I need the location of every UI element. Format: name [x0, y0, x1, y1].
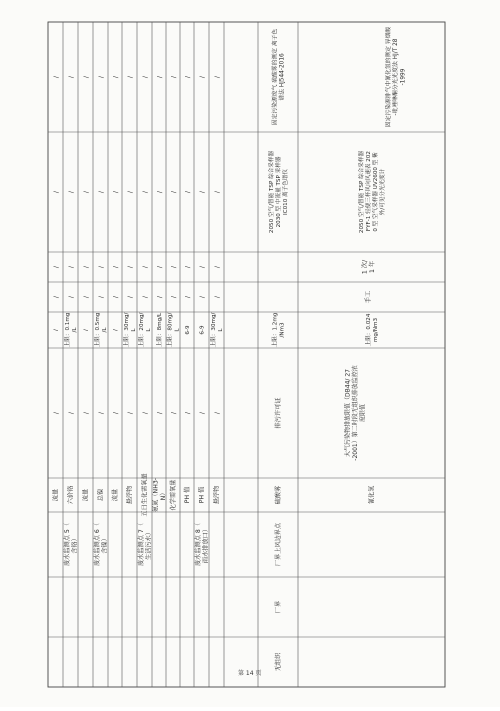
slash-mark: /	[51, 190, 60, 194]
slash-mark: /	[111, 295, 120, 299]
equipment-cell: 2050 空气/智能 TSP 综合采样器 FYF-1 轻便三杯风向风速表 2020 型 空气采样器 UV2600 型 紫外/可见分光光度计	[358, 150, 386, 234]
param-cell: 悬浮物	[126, 485, 134, 505]
slash-mark: /	[51, 295, 60, 299]
slash-mark: /	[197, 265, 206, 269]
slash-mark: /	[96, 75, 105, 79]
slash-mark: /	[66, 411, 75, 415]
slash-mark: /	[169, 265, 178, 269]
slash-mark: /	[51, 411, 60, 415]
limit-cell: /	[112, 329, 119, 331]
slash-mark: /	[111, 411, 120, 415]
param-cell: 悬浮物	[213, 485, 221, 505]
param-cell: 流量	[52, 488, 60, 502]
slash-mark: /	[111, 265, 120, 269]
slash-mark: /	[183, 190, 192, 194]
page-number: 第 14 页	[238, 670, 262, 677]
slash-mark: /	[81, 75, 90, 79]
slash-mark: /	[125, 295, 134, 299]
slash-mark: /	[212, 75, 221, 79]
equipment-cell: 2050 空气/智能 TSP 综合采样器 2030 型 中流量 TSP 采样器 IC010 离子色谱仪	[268, 150, 289, 234]
limit-cell: 6-9	[184, 325, 191, 335]
param-cell: PH 值	[198, 486, 206, 504]
limit-cell: 上限：1.2mg/Nm3	[272, 312, 286, 348]
limit-cell: 上限：20mg/L	[138, 312, 152, 348]
slash-mark: /	[140, 190, 149, 194]
slash-mark: /	[169, 190, 178, 194]
slash-mark: /	[197, 190, 206, 194]
param-cell: 六价铬	[67, 485, 75, 505]
slash-mark: /	[51, 265, 60, 269]
slash-mark: /	[212, 265, 221, 269]
param-cell: 流量	[82, 488, 90, 502]
limit-cell: 上限：0.1mg/L	[64, 312, 78, 348]
monitoring-point-cell: 废水监测点 5（含铬）	[63, 522, 79, 567]
slash-mark: /	[155, 265, 164, 269]
slash-mark: /	[81, 295, 90, 299]
slash-mark: /	[140, 411, 149, 415]
slash-mark: /	[140, 75, 149, 79]
limit-cell: 6-9	[199, 325, 206, 335]
param-cell: PH 值	[184, 486, 192, 504]
slash-mark: /	[96, 265, 105, 269]
slash-mark: /	[96, 295, 105, 299]
slash-mark: /	[155, 190, 164, 194]
method-standard-2: 固定污染源排气中氰化氢的测定 异烟酸-吡唑啉酮分光光度法 HJ/T 28-1999	[385, 26, 407, 128]
limit-cell: 上限：30mg/L	[123, 312, 137, 348]
slash-mark: /	[169, 75, 178, 79]
slash-mark: /	[212, 411, 221, 415]
monitoring-point-cell: 废水监测点 8（雨水排放口）	[194, 522, 210, 567]
param-cell: 硫酸雾	[275, 485, 283, 505]
limit-cell: /	[83, 329, 90, 331]
slash-mark: /	[183, 295, 192, 299]
slash-mark: /	[197, 411, 206, 415]
slash-mark: /	[183, 265, 192, 269]
slash-mark: /	[212, 295, 221, 299]
slash-mark: /	[96, 411, 105, 415]
standard-text: 大气污染物排放限值（DB44/ 27-2001）第二时段无组织排放监控浓度限值	[344, 365, 367, 461]
slash-mark: /	[66, 295, 75, 299]
monitoring-point-cell: 废水监测点 7（生活污水）	[137, 522, 153, 567]
slash-mark: /	[155, 75, 164, 79]
param-cell: 流量	[112, 488, 120, 502]
monitoring-point-cell: 废水监测点 6（含镍）	[93, 522, 109, 567]
slash-mark: /	[169, 411, 178, 415]
slash-mark: /	[81, 265, 90, 269]
slash-mark: /	[197, 75, 206, 79]
slash-mark: /	[125, 190, 134, 194]
slash-mark: /	[140, 265, 149, 269]
frequency: 1 次/1 年	[361, 259, 377, 275]
param-cell: 化学需氧量	[170, 479, 178, 511]
section-cell: 无组织	[275, 652, 283, 672]
monitoring-point-cell: 厂界上风边界点	[275, 522, 283, 567]
subsection-cell: 厂界	[275, 600, 283, 614]
param-cell: 氰化氢	[368, 485, 376, 505]
slash-mark: /	[81, 190, 90, 194]
limit-cell: 上限：80mg/L	[167, 312, 181, 348]
slash-mark: /	[96, 190, 105, 194]
permit-label: 排污许可证	[275, 397, 283, 429]
slash-mark: /	[111, 75, 120, 79]
limit-cell: 上限：0.5mg/L	[94, 312, 108, 348]
slash-mark: /	[125, 265, 134, 269]
slash-mark: /	[111, 190, 120, 194]
slash-mark: /	[51, 75, 60, 79]
limit-cell: 上限：8mg/L	[156, 312, 163, 348]
limit-cell: /	[53, 329, 60, 331]
slash-mark: /	[140, 295, 149, 299]
param-cell: 五日生化需氧量	[141, 473, 149, 517]
limit-cell: 上限：30mg/L	[210, 312, 224, 348]
param-cell: 氨氮（NH3-N）	[152, 477, 168, 513]
slash-mark: /	[66, 190, 75, 194]
slash-mark: /	[155, 295, 164, 299]
slash-mark: /	[125, 411, 134, 415]
sampling-mode: 手工	[365, 290, 373, 304]
slash-mark: /	[66, 75, 75, 79]
slash-mark: /	[169, 295, 178, 299]
slash-mark: /	[197, 295, 206, 299]
limit-cell: 上限：0.024mg/Nm3	[365, 313, 379, 347]
slash-mark: /	[81, 411, 90, 415]
param-cell: 总镍	[97, 488, 105, 502]
slash-mark: /	[155, 411, 164, 415]
slash-mark: /	[183, 411, 192, 415]
slash-mark: /	[125, 75, 134, 79]
slash-mark: /	[66, 265, 75, 269]
slash-mark: /	[183, 75, 192, 79]
slash-mark: /	[212, 190, 221, 194]
method-standard-1: 固定污染源废气 硫酸雾的测定 离子色谱法 HJ544-2016	[272, 28, 286, 126]
